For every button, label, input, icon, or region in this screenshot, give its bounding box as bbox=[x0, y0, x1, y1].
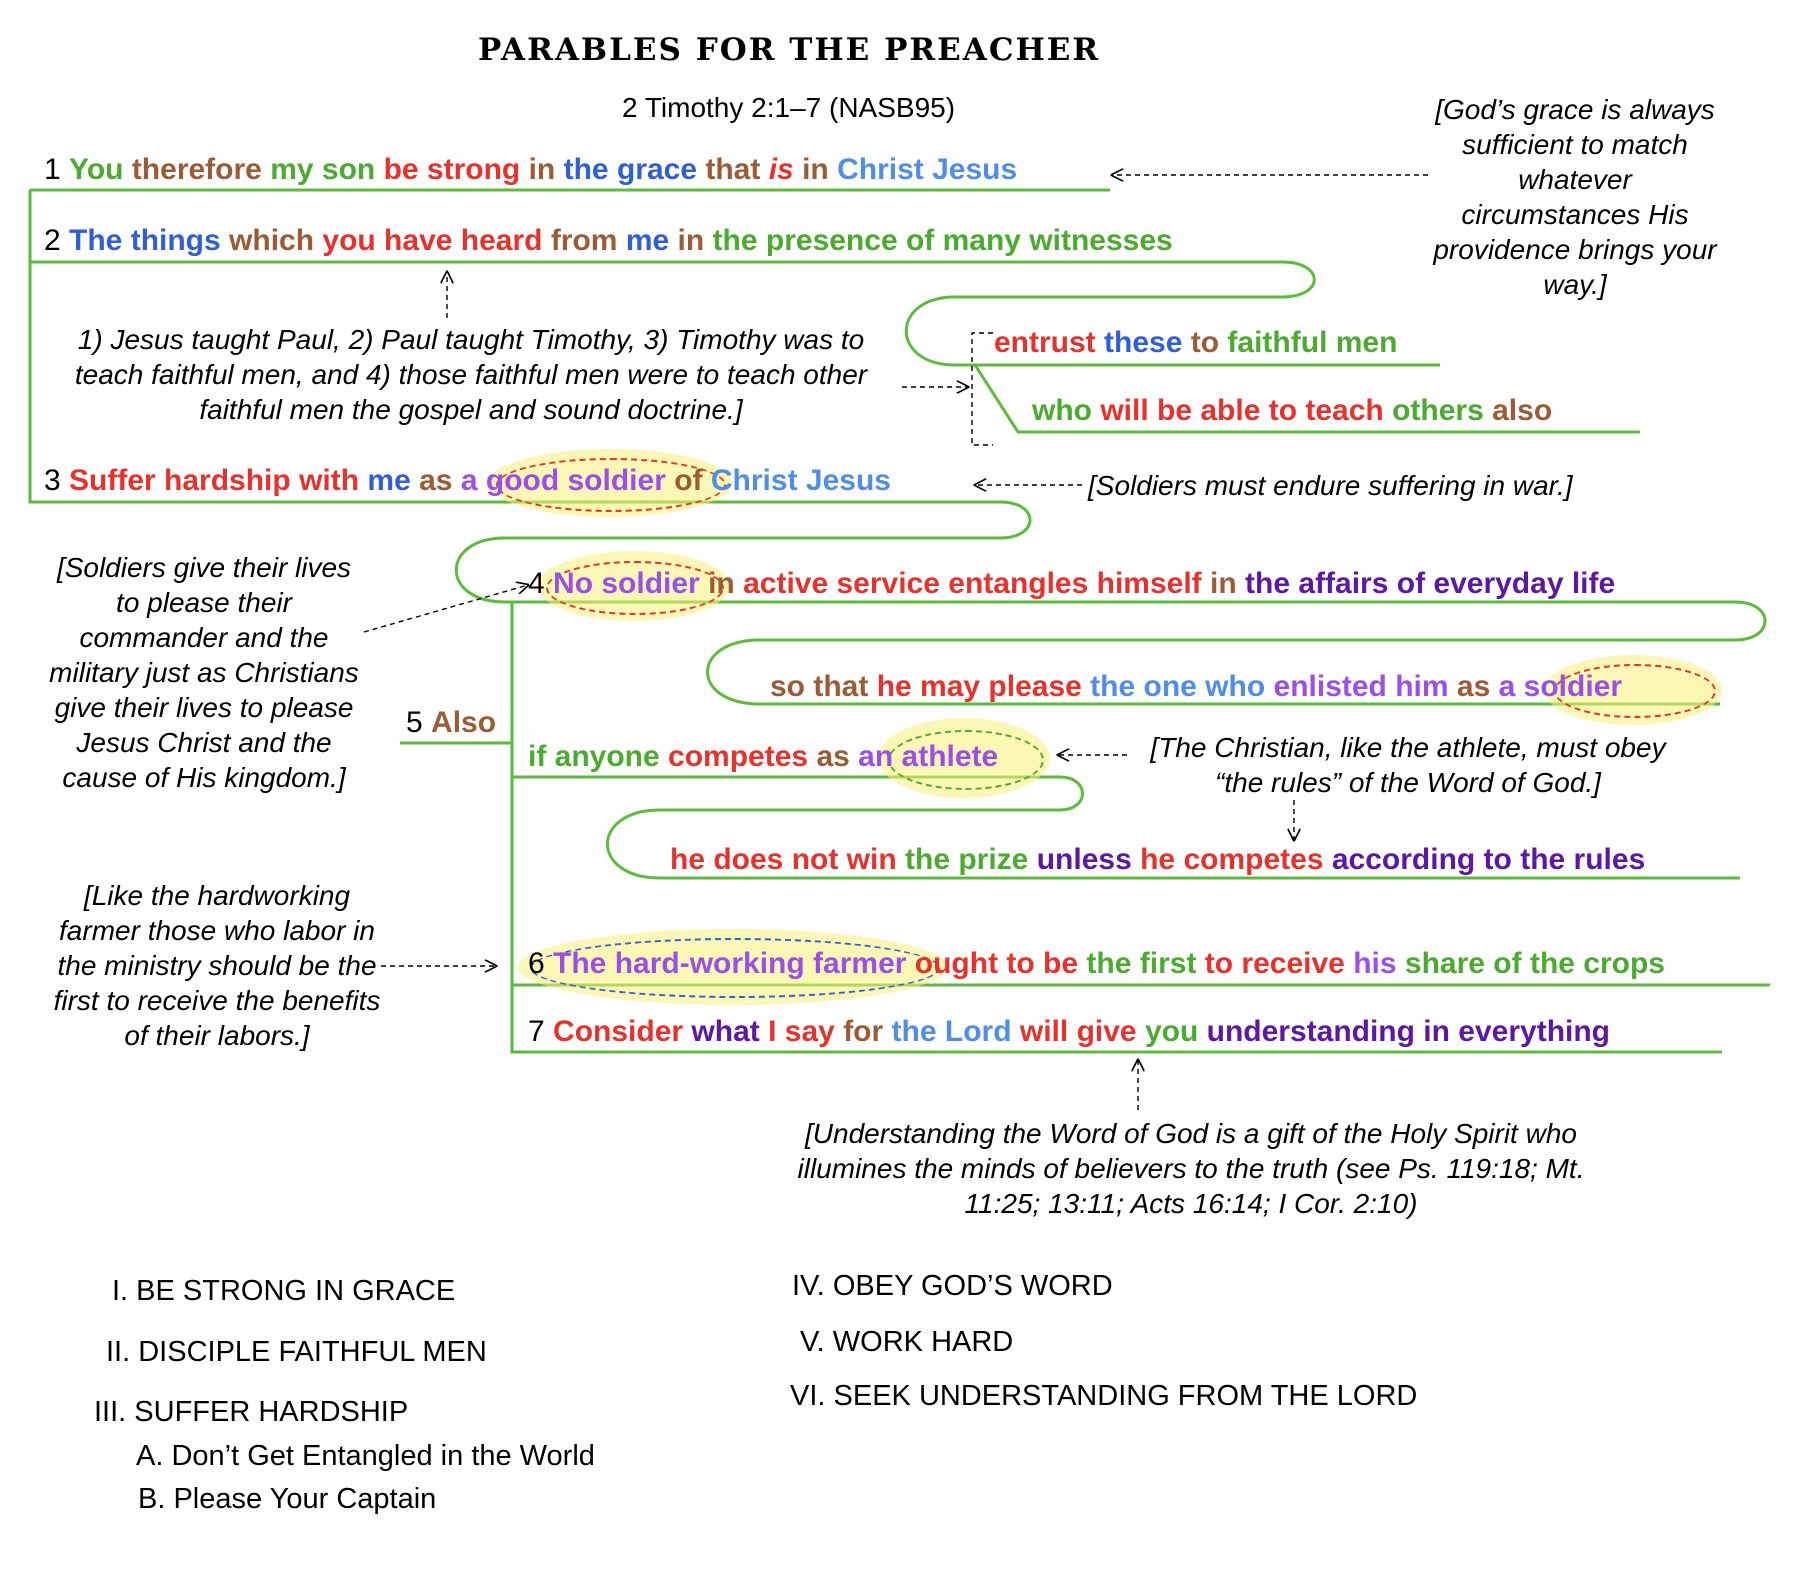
verse-phrase: which bbox=[229, 224, 315, 257]
verse-phrase: he competes bbox=[1140, 843, 1324, 876]
verse-phrase: in bbox=[1210, 567, 1237, 600]
verse-phrase: ought to be bbox=[914, 947, 1079, 980]
note-understanding: [Understanding the Word of God is a gift of the Holy Spirit who illumines the minds of believers to the truth (see Ps. 119:18; Mt. 11:25; 13:11; Acts 16:14; I Cor. 2:10) bbox=[797, 1118, 1585, 1219]
verse-phrase: Consider bbox=[553, 1015, 684, 1048]
verse-phrase: active service entangles himself bbox=[743, 567, 1202, 600]
verse-phrase: if anyone bbox=[528, 740, 660, 773]
verse-phrase: is bbox=[768, 153, 794, 186]
note-grace: [God’s grace is always sufficient to match whatever circumstances His providence brings your way.] bbox=[1433, 94, 1717, 300]
verse-phrase: who bbox=[1032, 394, 1092, 427]
verse-phrase: the Lord bbox=[891, 1015, 1012, 1048]
verse-phrase: Christ Jesus bbox=[710, 464, 891, 497]
note-farmer: [Like the hardworking farmer those who labor in the ministry should be the first to receive the benefits of their labors.] bbox=[53, 880, 381, 1051]
outline-item-5: V. WORK HARD bbox=[800, 1326, 1014, 1358]
note-athlete: [The Christian, like the athlete, must obey “the rules” of the Word of God.] bbox=[1150, 732, 1666, 798]
verse-phrase: with bbox=[299, 464, 360, 497]
verse-phrase: in bbox=[708, 567, 735, 600]
verse-phrase: as bbox=[419, 464, 453, 497]
verse-2a bbox=[44, 224, 1173, 258]
note-soldiers-give: [Soldiers give their lives to please their commander and the military just as Christians give their lives to please Jesus Christ and the cause of His kingdom.] bbox=[49, 552, 359, 793]
verse-phrase: the affairs of everyday life bbox=[1245, 567, 1616, 600]
verse-phrase: as bbox=[1456, 670, 1491, 703]
verse-number: 3 bbox=[44, 464, 70, 497]
verse-phrase: his bbox=[1353, 947, 1397, 980]
verse-phrase: say bbox=[784, 1015, 835, 1048]
verse-phrase: unless bbox=[1036, 843, 1132, 876]
outline-item-6: VI. SEEK UNDERSTANDING FROM THE LORD bbox=[790, 1380, 1418, 1412]
verse-phrase: will bbox=[1019, 1015, 1069, 1048]
verse-phrase: be strong bbox=[383, 153, 521, 186]
verse-phrase: that bbox=[705, 153, 761, 186]
note-teaching: 1) Jesus taught Paul, 2) Paul taught Timothy, 3) Timothy was to teach faithful men, and 4) those faithful men were to teach other faithful men the gospel and sound doctrine.] bbox=[74, 324, 868, 425]
verse-3 bbox=[44, 464, 891, 498]
verse-phrase: you bbox=[1144, 1015, 1199, 1048]
verse-phrase: from bbox=[550, 224, 618, 257]
verse-phrase: entrust bbox=[994, 326, 1096, 359]
outline-item-3b: B. Please Your Captain bbox=[138, 1483, 437, 1515]
verse-6 bbox=[528, 947, 1665, 981]
verse-4a bbox=[528, 567, 1615, 601]
verse-phrase: give bbox=[1076, 1015, 1137, 1048]
verse-phrase: competes bbox=[668, 740, 809, 773]
verse-phrase: me bbox=[625, 224, 670, 257]
verse-phrase: for bbox=[843, 1015, 884, 1048]
verse-phrase: the grace bbox=[563, 153, 697, 186]
verse-phrase: Also bbox=[431, 706, 497, 739]
verse-7 bbox=[528, 1015, 1610, 1049]
note-soldiers-war: [Soldiers must endure suffering in war.] bbox=[1088, 470, 1573, 501]
verse-phrase: as bbox=[816, 740, 850, 773]
verse-phrase: enlisted him bbox=[1273, 670, 1449, 703]
verse-5c bbox=[670, 843, 1645, 877]
outline-item-1: I. BE STRONG IN GRACE bbox=[112, 1275, 456, 1307]
verse-phrase: so that bbox=[770, 670, 869, 703]
verse-phrase: Suffer hardship bbox=[69, 464, 291, 497]
verse-phrase: faithful men bbox=[1227, 326, 1398, 359]
verse-2c bbox=[1032, 394, 1552, 428]
scripture-reference: 2 Timothy 2:1–7 (NASB95) bbox=[622, 92, 956, 123]
verse-phrase: please bbox=[988, 670, 1082, 703]
verse-number: 5 bbox=[406, 706, 432, 739]
verse-phrase: of bbox=[674, 464, 703, 497]
verse-phrase: the prize bbox=[905, 843, 1029, 876]
verse-phrase: others bbox=[1392, 394, 1484, 427]
page-title: PARABLES FOR THE PREACHER bbox=[478, 32, 1101, 68]
verse-5b bbox=[528, 740, 998, 774]
verse-phrase: Christ Jesus bbox=[837, 153, 1018, 186]
verse-phrase: the one who bbox=[1090, 670, 1266, 703]
verse-phrase: you have heard bbox=[322, 224, 543, 257]
verse-number: 7 bbox=[528, 1015, 554, 1048]
verse-phrase: my son bbox=[270, 153, 376, 186]
verse-phrase: to bbox=[1190, 326, 1220, 359]
verse-phrase: in bbox=[802, 153, 829, 186]
verse-phrase: will be able to teach bbox=[1100, 394, 1384, 427]
verse-phrase: understanding in everything bbox=[1206, 1015, 1610, 1048]
verse-phrase: a good soldier bbox=[460, 464, 666, 497]
verse-phrase: the presence of many witnesses bbox=[712, 224, 1173, 257]
verse-number: 2 bbox=[44, 224, 70, 257]
verse-number: 6 bbox=[528, 947, 554, 980]
verse-1 bbox=[44, 153, 1017, 187]
verse-phrase: what bbox=[691, 1015, 760, 1048]
verse-phrase: an athlete bbox=[858, 740, 999, 773]
verse-phrase: therefore bbox=[131, 153, 262, 186]
verse-phrase: You bbox=[69, 153, 124, 186]
verse-phrase: according to the rules bbox=[1331, 843, 1646, 876]
arrow-soldiers-give bbox=[364, 585, 528, 632]
verse-5a bbox=[406, 706, 496, 740]
verse-2b bbox=[994, 326, 1397, 360]
verse-phrase: I bbox=[768, 1015, 777, 1048]
outline-item-4: IV. OBEY GOD’S WORD bbox=[792, 1270, 1113, 1302]
verse-phrase: he may bbox=[876, 670, 981, 703]
verse-phrase: these bbox=[1104, 326, 1183, 359]
verse-phrase: No soldier bbox=[553, 567, 700, 600]
verse-phrase: The things bbox=[69, 224, 221, 257]
verse-phrase: share of the crops bbox=[1404, 947, 1665, 980]
verse-phrase: to receive bbox=[1204, 947, 1345, 980]
verse-number: 1 bbox=[44, 153, 70, 186]
verse-phrase: me bbox=[367, 464, 411, 497]
verse-phrase: the first bbox=[1086, 947, 1197, 980]
verse-phrase: he does not win bbox=[670, 843, 897, 876]
verse-phrase: in bbox=[677, 224, 705, 257]
verse-number: 4 bbox=[528, 567, 554, 600]
verse-4b bbox=[770, 670, 1622, 704]
verse-phrase: also bbox=[1492, 394, 1553, 427]
verse-phrase: in bbox=[528, 153, 556, 186]
outline-item-3a: A. Don’t Get Entangled in the World bbox=[136, 1440, 595, 1472]
outline-item-2: II. DISCIPLE FAITHFUL MEN bbox=[106, 1336, 487, 1368]
verse-phrase: a soldier bbox=[1498, 670, 1623, 703]
verse-phrase: The hard-working farmer bbox=[553, 947, 907, 980]
outline-item-3: III. SUFFER HARDSHIP bbox=[94, 1396, 409, 1428]
